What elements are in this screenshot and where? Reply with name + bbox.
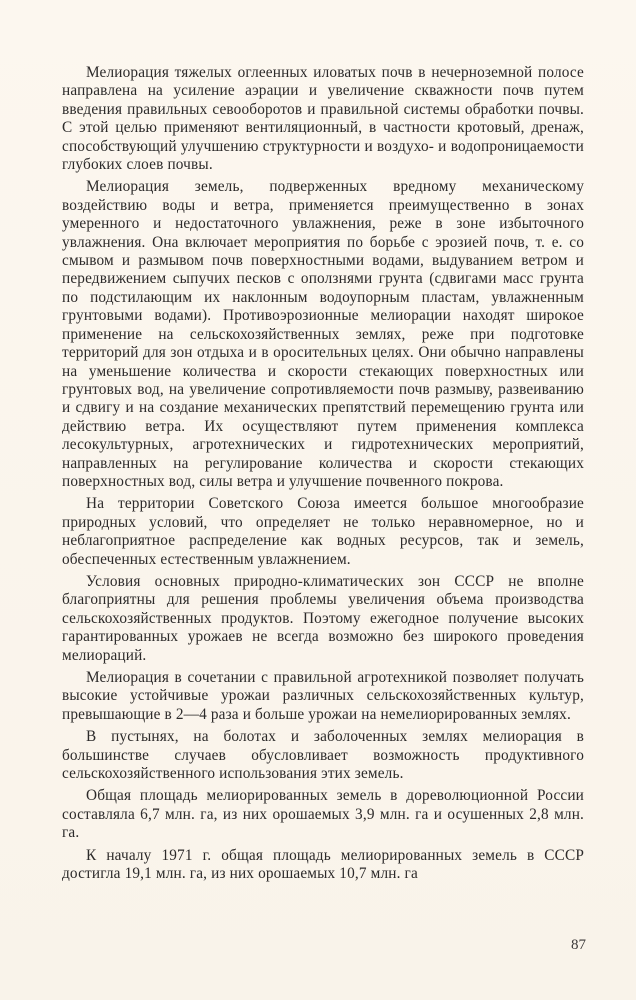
paragraph-prerevolution-area: Общая площадь мелиорированных земель в дореволюционной России составляла 6,7 млн. га, из них орошаемых 3,9 млн. га и осушенных 2,8 млн. га. <box>62 787 584 842</box>
paragraph-heavy-soils: Мелиорация тяжелых оглеенных иловатых почв в нечерноземной полосе направлена на усиление аэрации и увеличение скважности почв путем введения правильных севооборотов и правильной системы обработки почвы. С этой целью применяют вентиляционный, в частности кротовый, дренаж, способствующий улучшению структурности и воздухо- и водопроницаемости глубоких слоев почвы. <box>62 64 584 174</box>
paragraph-deserts-swamps: В пустынях, на болотах и заболоченных землях мелиорация в большинстве случаев обусловливает возможность продуктивного сельскохозяйственного использования этих земель. <box>62 728 584 783</box>
paragraph-climate-zones: Условия основных природно-климатических зон СССР не вполне благоприятны для решения проблемы увеличения объема производства сельскохозяйственных продуктов. Поэтому ежегодное получение высоких гарантированных урожаев не всегда возможно без широкого проведения мелиораций. <box>62 572 584 664</box>
paragraph-agrotechnics: Мелиорация в сочетании с правильной агротехникой позволяет получать высокие устойчивые урожаи различных сельскохозяйственных культур, превышающие в 2—4 раза и больше урожаи на немелиорированных землях. <box>62 669 584 723</box>
paragraph-natural-conditions: На территории Советского Союза имеется большое многообразие природных условий, что определяет не только неравномерное, но и неблагоприятное распределение как водных ресурсов, так и земель, обеспеченных естественным увлажнением. <box>62 495 584 568</box>
page-number: 87 <box>571 937 586 953</box>
paragraph-erosion: Мелиорация земель, подверженных вредному механическому воздействию воды и ветра, применяется преимущественно в зонах умеренного и недостаточного увлажнения, реже в зоне избыточного увлажнения. Она включает мероприятия по борьбе с эрозией почв, т. е. со смывом и размывом почв поверхностными водами, выдуванием ветром и передвижением сыпучих песков с оползнями грунта (сдвигами масс грунта по подстилающим их наклонным водоупорным пластам, увлажненным грунтовыми водами). Противоэрозионные мелиорации находят широкое применение на сельскохозяйственных землях, реже при подготовке территорий для зон отдыха и в оросительных целях. Они обычно направлены на уменьшение количества и скорости стекающих поверхностных или грунтовых вод, на увеличение сопротивляемости почв размыву, развеиванию и сдвигу и на создание механических препятствий перемещению грунта или действию ветра. Их осуществляют путем применения комплекса лесокультурных, агротехнических и гидротехнических мероприятий, направленных на регулирование количества и скорости стекающих поверхностных вод, силы ветра и улучшение почвенного покрова. <box>62 178 584 490</box>
body-text <box>62 64 584 887</box>
paragraph-1971-area: К началу 1971 г. общая площадь мелиорированных земель в СССР достигла 19,1 млн. га, из них орошаемых 10,7 млн. га <box>62 846 584 883</box>
